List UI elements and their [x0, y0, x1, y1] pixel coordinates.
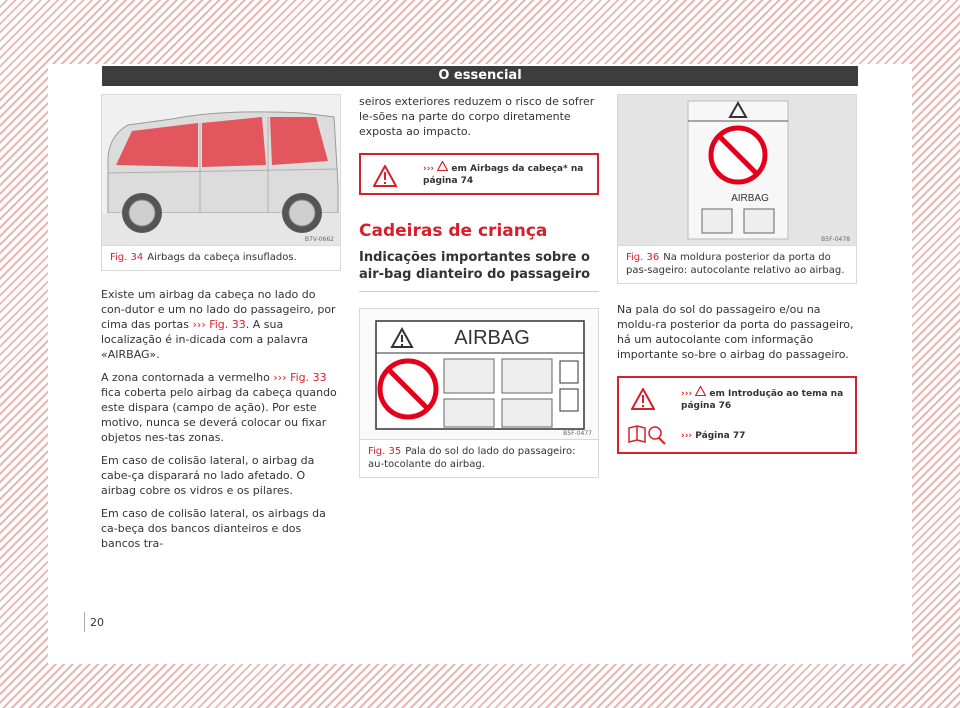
- figure-label: Fig. 36: [626, 252, 660, 263]
- airbag-sticker-image: [360, 309, 598, 440]
- text: A zona contornada a vermelho: [101, 371, 274, 384]
- column-left: [101, 94, 341, 559]
- section-heading: Cadeiras de criança: [359, 221, 548, 241]
- column-right: [617, 94, 857, 454]
- figure-link[interactable]: ››› Fig. 33: [192, 318, 246, 331]
- column-middle: [359, 94, 599, 478]
- warning-link[interactable]: em Airbags da cabeça* na página 74: [423, 164, 584, 186]
- body-text: [101, 287, 341, 551]
- warning-icon: [373, 165, 397, 187]
- page-link[interactable]: Página 77: [695, 431, 746, 441]
- figure-code: B7V-0662: [304, 236, 334, 243]
- section-header: O essencial: [102, 66, 858, 86]
- caption-text: Na moldura posterior da porta do pas-sageiro: autocolante relativo ao airbag.: [626, 252, 845, 276]
- sticker-word: AIRBAG: [731, 193, 769, 204]
- book-magnifier-icon: [627, 424, 667, 446]
- paragraph: Na pala do sol do passageiro e/ou na moldu-ra posterior da porta do passageiro, há um autocolante com informação importante so-bre o airbag do passageiro.: [617, 303, 854, 361]
- divider: [84, 612, 85, 632]
- car-airbag-image: [102, 95, 340, 246]
- caption-text: Airbags da cabeça insuflados.: [147, 252, 297, 263]
- text: . A sua localização é in-dicada com a palavra «AIRBAG».: [101, 318, 309, 361]
- figure-code: B5F-0478: [821, 236, 850, 243]
- reference-entry: [681, 430, 847, 442]
- figure-label: Fig. 34: [110, 252, 144, 263]
- door-sticker: [618, 95, 856, 245]
- figure-34: [101, 94, 341, 271]
- small-warning-icon: [437, 161, 448, 171]
- warning-box: [359, 153, 599, 195]
- warning-entry: [681, 386, 847, 412]
- figure-35: [359, 308, 599, 478]
- small-warning-icon: [695, 386, 706, 396]
- warning-box: [617, 376, 857, 454]
- page-number: 20: [90, 616, 104, 629]
- paragraph: [101, 287, 341, 362]
- paragraph: seiros exteriores reduzem o risco de sofrer le-sões na parte do corpo diretamente exposta ao impacto.: [359, 95, 595, 138]
- figure-caption: [618, 246, 856, 283]
- door-sticker-image: [618, 95, 856, 246]
- figure-code: B5F-0477: [563, 430, 592, 437]
- arrows: ›››: [681, 389, 693, 399]
- sticker-word: AIRBAG: [454, 327, 530, 349]
- warning-link[interactable]: em Introdução ao tema na página 76: [681, 389, 844, 411]
- car-illustration: [102, 95, 340, 245]
- text: Existe um airbag da cabeça no lado do con-dutor e um no lado do passageiro, por cima das portas: [101, 288, 336, 331]
- paragraph: Em caso de colisão lateral, o airbag da cabe-ça disparará no lado afetado. O airbag cobre os vidros e os pilares.: [101, 454, 315, 497]
- warning-icon: [631, 388, 655, 410]
- figure-label: Fig. 35: [368, 446, 402, 457]
- arrows: ›››: [423, 164, 435, 174]
- subsection-heading: Indicações importantes sobre o air-bag dianteiro do passageiro: [359, 249, 599, 292]
- paragraph: Em caso de colisão lateral, os airbags da ca-beça dos bancos dianteiros e dos bancos tra-: [101, 507, 326, 550]
- figure-caption: [102, 246, 340, 270]
- arrows: ›››: [681, 431, 693, 441]
- figure-link[interactable]: ››› Fig. 33: [273, 371, 327, 384]
- figure-36: [617, 94, 857, 284]
- text: fica coberta pelo airbag da cabeça quando este dispara (campo de ação). Por este motivo, nunca se deverá colocar ou fixar objetos nes-tas zonas.: [101, 386, 337, 444]
- airbag-sticker: [360, 309, 598, 439]
- paragraph: [101, 370, 341, 445]
- figure-caption: [360, 440, 598, 477]
- caption-text: Pala do sol do lado do passageiro: au-tocolante do airbag.: [368, 446, 576, 470]
